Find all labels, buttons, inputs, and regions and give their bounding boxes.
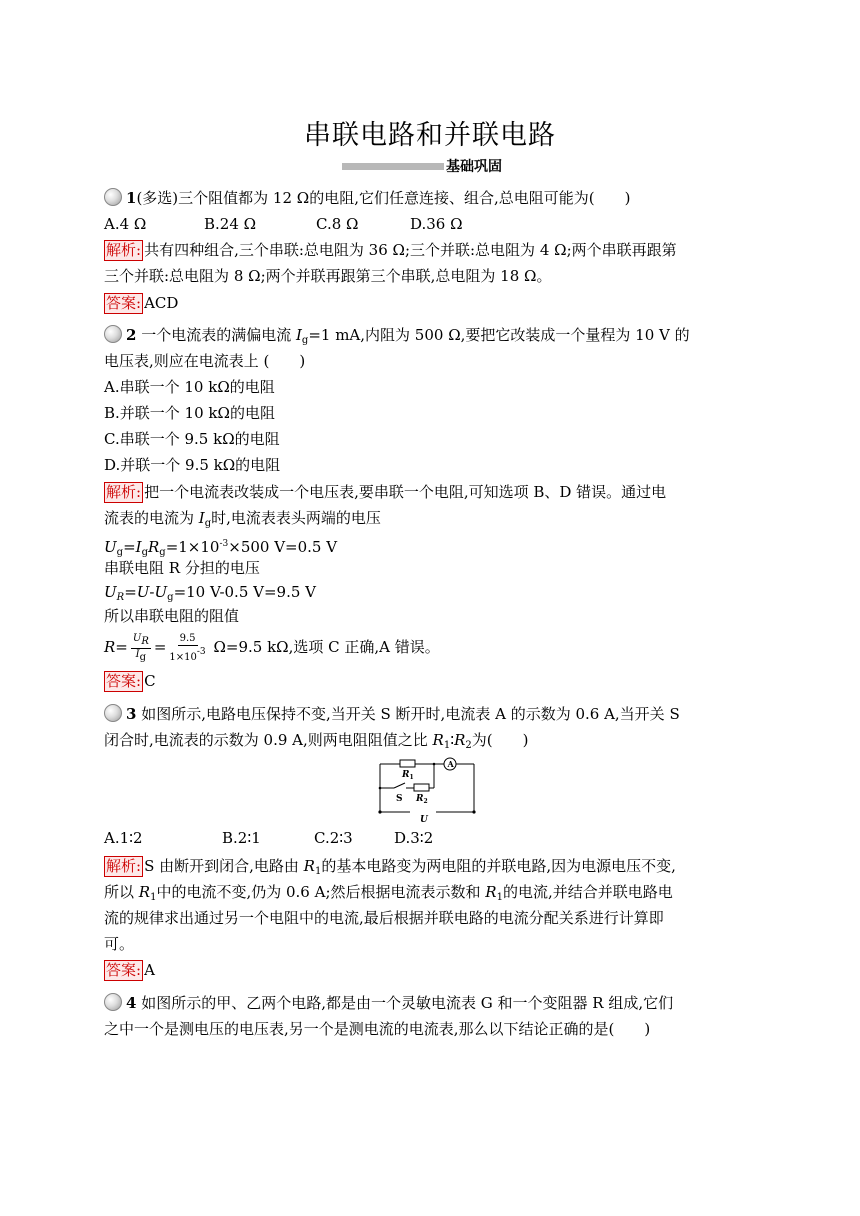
section-bar: [342, 163, 444, 170]
q3-analysis-text-1a: S 由断开到闭合,电路由: [144, 857, 304, 875]
section-label: 基础巩固: [446, 159, 502, 175]
q2-eq2-text: =10 V-0.5 V=9.5 V: [173, 583, 316, 601]
q2-stem-text-1b: =1 mA,内阻为 500 Ω,要把它改装成一个量程为 10 V 的: [308, 326, 690, 344]
label-a: A: [447, 759, 454, 769]
resistor-r2: [414, 784, 429, 791]
q2-equation-2: $U_R=U-U_g=10$ V-0.5 V=9.5 V: [104, 583, 316, 603]
q3-analysis-line-2: 所以 $R_1$中的电流不变,仍为 0.6 A;然后根据电流表示数和 $R_1$的电流,并结合并联电路电: [104, 883, 673, 903]
q2-analysis-text-2a: 流表的电流为: [104, 509, 199, 527]
q2-option-a: A.串联一个 10 kΩ的电阻: [104, 378, 275, 396]
q1-option-d: D.36 Ω: [410, 215, 463, 233]
q1-option-b: B.24 Ω: [204, 215, 257, 233]
q2-analysis-line-3: 串联电阻 R 分担的电压: [104, 559, 260, 577]
q3-stem-line-1: [104, 702, 754, 726]
fraction-ur-ig: $\frac{U_R}{I_g}$: [132, 632, 149, 663]
analysis-tag: 解析:: [106, 483, 142, 501]
q2-option-d: D.并联一个 9.5 kΩ的电阻: [104, 456, 281, 474]
label-r2: $R_2$: [416, 794, 428, 805]
answer-tag: 答案:: [106, 294, 142, 312]
q1-analysis-text-1: 共有四种组合,三个串联:总电阻为 36 Ω;三个并联:总电阻为 4 Ω;两个串联再跟第: [144, 241, 677, 259]
q1-answer-text: ACD: [144, 294, 179, 312]
q1-number: 1: [126, 189, 137, 207]
q1-options: [104, 212, 754, 236]
q3-stem-text-2c: 为( ): [471, 731, 529, 749]
q3-answer: [104, 958, 754, 982]
question-bullet-icon: [104, 188, 122, 206]
q3-ratio-colon: ∶: [450, 731, 455, 749]
q2-analysis-line-4: 所以串联电阻的阻值: [104, 607, 240, 625]
section-header: [342, 157, 502, 175]
q4-number: 4: [126, 994, 137, 1012]
q2-option-c: C.串联一个 9.5 kΩ的电阻: [104, 430, 280, 448]
q4-stem-line-1: [104, 991, 754, 1015]
q3-option-d: D.3∶2: [394, 829, 434, 847]
q2-eq1-exponent: -3: [219, 539, 229, 549]
q2-number: 2: [126, 326, 137, 344]
answer-tag: 答案:: [106, 672, 142, 690]
q3-analysis-text-1b: 的基本电路变为两电阻的并联电路,因为电源电压不变,: [321, 857, 676, 875]
q4-stem-text-1: 如图所示的甲、乙两个电路,都是由一个灵敏电流表 G 和一个变阻器 R 组成,它们: [136, 994, 674, 1012]
q2-answer-text: C: [144, 672, 156, 690]
q1-stem: [104, 186, 754, 210]
label-s: S: [396, 794, 403, 804]
q2-eq3-denominator: 1×10: [169, 651, 197, 663]
label-u: U: [420, 815, 428, 825]
q3-option-c: C.2∶3: [314, 829, 353, 847]
q1-analysis-line-1: [104, 238, 754, 262]
q2-stem-text-1a: 一个电流表的满偏电流: [136, 326, 296, 344]
q2-stem-line-2: 电压表,则应在电流表上 ( ): [104, 352, 306, 370]
q2-eq3-text: Ω=9.5 kΩ,选项 C 正确,A 错误。: [208, 638, 440, 656]
q2-eq3-denominator-exponent: -3: [196, 646, 206, 657]
q3-option-b: B.2∶1: [222, 829, 261, 847]
q1-stem-text: (多选)三个阻值都为 12 Ω的电阻,它们任意连接、组合,总电阻可能为( ): [136, 189, 631, 207]
q3-circuit-diagram: [378, 756, 480, 826]
fraction-value: [169, 633, 205, 664]
label-r1: $R_1$: [402, 770, 414, 781]
q3-analysis-text-2b: 中的电流不变,仍为 0.6 A;然后根据电流表示数和: [156, 883, 486, 901]
q3-stem-line-2: 闭合时,电流表的示数为 0.9 A,则两电阻阻值之比 $R_1∶R_2$为( ): [104, 731, 529, 751]
answer-tag: 答案:: [106, 961, 142, 979]
question-bullet-icon: [104, 325, 122, 343]
q2-eq1-end: ×500 V=0.5 V: [228, 538, 338, 556]
switch-s: [394, 783, 405, 788]
q2-answer: [104, 669, 754, 693]
q3-options: [104, 826, 754, 850]
q3-option-a: A.1∶2: [104, 829, 143, 847]
q2-option-b: B.并联一个 10 kΩ的电阻: [104, 404, 275, 422]
q2-analysis-text-1: 把一个电流表改装成一个电压表,要串联一个电阻,可知选项 B、D 错误。通过电: [144, 483, 667, 501]
q1-answer: [104, 291, 754, 315]
q1-option-a: A.4 Ω: [104, 215, 147, 233]
q1-option-c: C.8 Ω: [316, 215, 359, 233]
q3-answer-text: A: [144, 961, 155, 979]
q3-analysis-text-2a: 所以: [104, 883, 139, 901]
resistor-r1: [400, 760, 415, 767]
page-title: 串联电路和并联电路: [304, 120, 556, 151]
q3-analysis-line-1: 解析: S 由断开到闭合,电路由 $R_1$的基本电路变为两电阻的并联电路,因为电源电压不变,: [106, 857, 676, 877]
q3-analysis-line-3: 流的规律求出通过另一个电阻中的电流,最后根据并联电路的电流分配关系进行计算即: [104, 909, 664, 927]
q2-analysis-line-2: 流表的电流为 $I_g$时,电流表表头两端的电压: [104, 509, 381, 529]
q3-analysis-text-2c: 的电流,并结合并联电路电: [502, 883, 673, 901]
q4-stem-line-2: 之中一个是测电压的电压表,另一个是测电流的电流表,那么以下结论正确的是( ): [104, 1020, 651, 1038]
q2-analysis-text-2b: 时,电流表表头两端的电压: [211, 509, 381, 527]
q3-number: 3: [126, 705, 137, 723]
analysis-tag: 解析:: [106, 241, 142, 259]
q3-stem-text-2a: 闭合时,电流表的示数为 0.9 A,则两电阻阻值之比: [104, 731, 433, 749]
q2-analysis-line-1: [104, 480, 754, 504]
question-bullet-icon: [104, 704, 122, 722]
q2-stem-line-1: 2 一个电流表的满偏电流 $I_g=1$ mA,内阻为 500 Ω,要把它改装成一个量程为 10 V 的: [104, 323, 754, 347]
question-bullet-icon: [104, 993, 122, 1011]
q2-equation-1: $U_g=I_gR_g=1\times 10^{-3}\times 500$ V=0.5 V: [104, 538, 338, 558]
analysis-tag: 解析:: [106, 857, 142, 875]
q2-eq3-numerator: 9.5: [179, 632, 196, 644]
q1-analysis-line-2: 三个并联:总电阻为 8 Ω;两个并联再跟第三个串联,总电阻为 18 Ω。: [104, 267, 552, 285]
q3-stem-text-1: 如图所示,电路电压保持不变,当开关 S 断开时,电流表 A 的示数为 0.6 A,当开关 S: [136, 705, 680, 723]
q2-equation-3: R= $\frac{U_R}{I_g}$ = $\frac{9.5}{1\times 10^{-3}}$ Ω=9.5 kΩ,选项 C 正确,A 错误。: [104, 632, 440, 663]
q3-analysis-line-4: 可。: [104, 935, 135, 953]
q2-eq1-text: =1×10: [165, 538, 220, 556]
